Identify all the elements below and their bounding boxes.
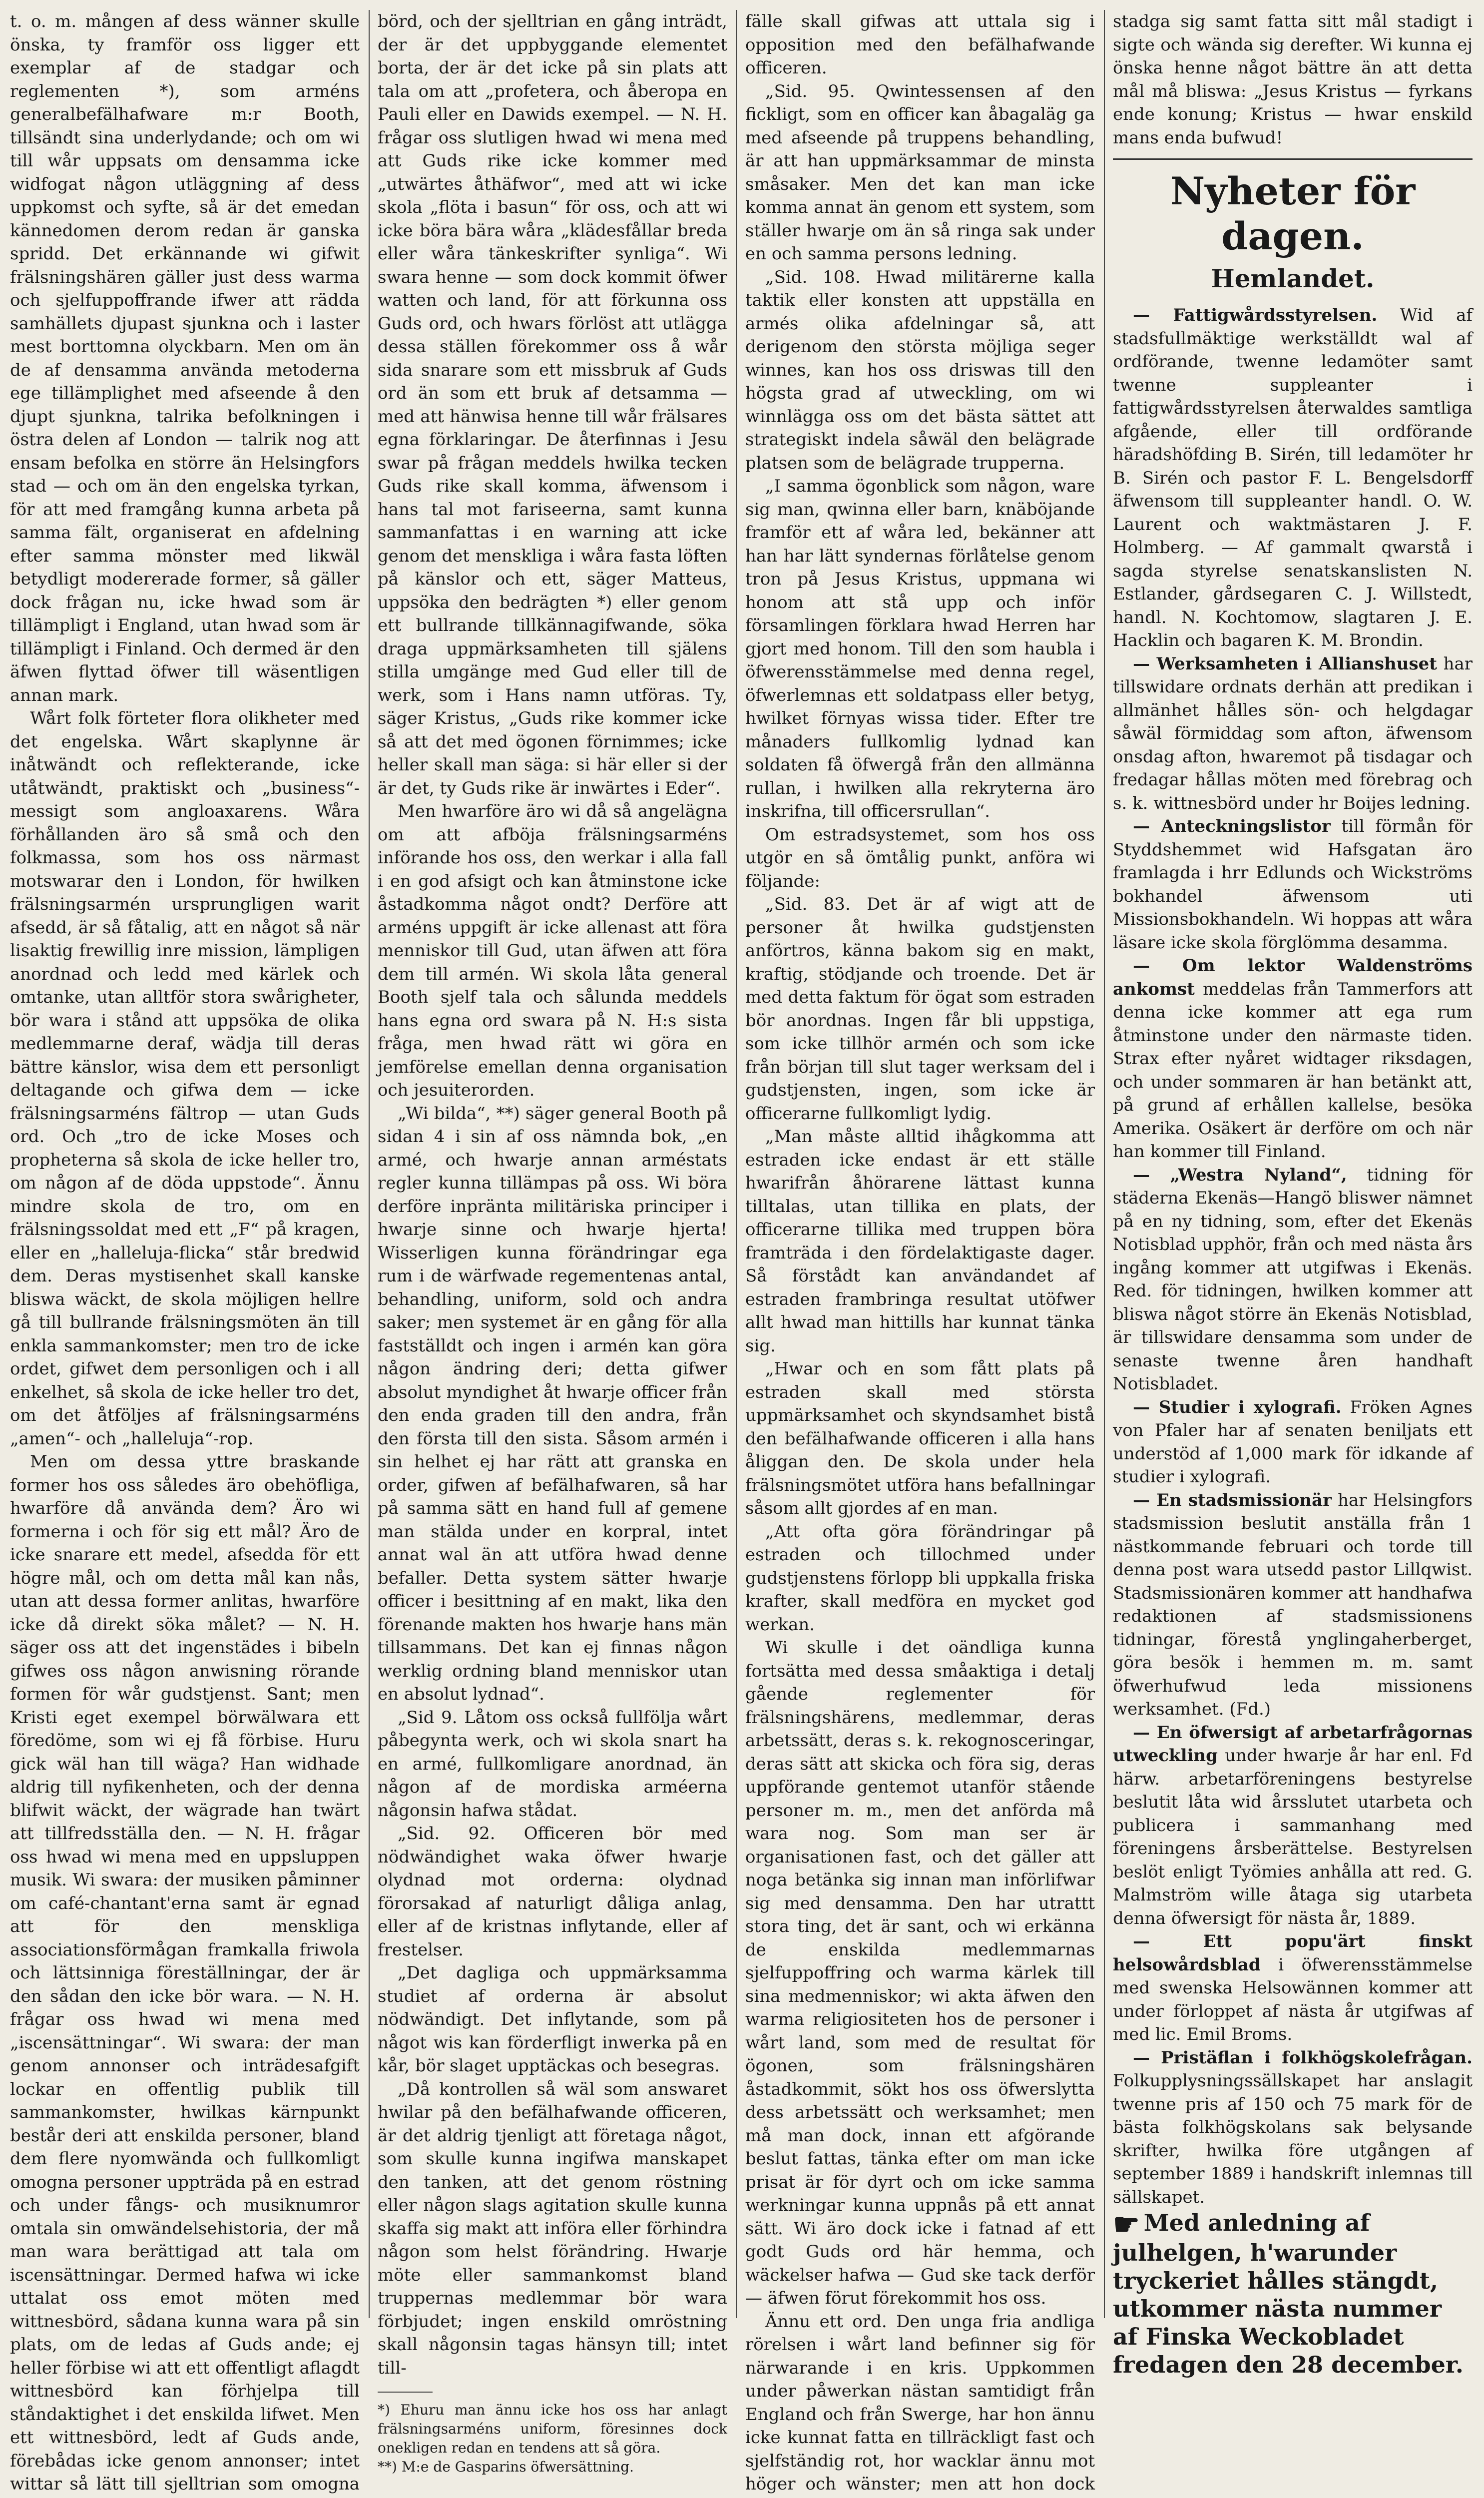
subsection-title: Hemlandet. bbox=[1113, 263, 1473, 295]
column-3-paragraph: fälle skall gifwas att uttala sig i opposition med den befälhafwande officeren. bbox=[745, 10, 1095, 80]
column-3-paragraph: „Sid. 108. Hwad militärerne kalla taktik eller konsten att uppställa en armés olika afdelningar så, att derigenom den största möjliga seger winnes, kan hos oss driswas till den högsta grad af utweckling, om wi winnlägga oss om det bästa sättet att strategiskt indela såwäl den belägrade platsen som de belägrade trupperna. bbox=[745, 266, 1095, 475]
news-item bbox=[1113, 1489, 1473, 1721]
news-item-title: — En stadsmissionär bbox=[1133, 1490, 1332, 1510]
column-divider bbox=[1104, 10, 1105, 2318]
news-item bbox=[1113, 815, 1473, 954]
column-2 bbox=[378, 10, 727, 2318]
news-item bbox=[1113, 1164, 1473, 1396]
news-item-body: har tillswidare ordnats derhän att predikan i allmänhet hålles sön- och helgdagar såwäl förmiddag som afton, äfwensom onsdag afton, hwaremot på tisdagar och fredagar hållas möten med förebrag och s. k. wittnesbörd under hr Boijes ledning. bbox=[1113, 654, 1473, 813]
column-1 bbox=[10, 10, 360, 2318]
section-rule bbox=[1113, 158, 1473, 160]
news-item-title: — Werksamheten i Allianshuset bbox=[1133, 654, 1437, 674]
news-item-body: tidning för städerna Ekenäs—Hangö bliswer nämnet på en ny tidning, som, efter det Ekenäs Notisblad upphör, från och med nästa års ingång kommer att utgifwas i Ekenäs. Red. för tidningen, hwilken kommer att bliswa något större än Ekenäs Notisblad, är tillswidare densamma som under de senaste twenne åren handhaft Notisbladet. bbox=[1113, 1165, 1473, 1394]
news-item bbox=[1113, 2046, 1473, 2209]
news-item bbox=[1113, 954, 1473, 1164]
column-2-paragraph: Men hwarföre äro wi då så angelägna om att afböja frälsningsarméns införande hos oss, den werkar i alla fall i en god afsigt och kan åtminstone icke åstadkomma något ondt? Derföre att arméns uppgift är icke allenast att föra menniskor till Gud, utan äfwen att föra dem till armén. Wi skola låta general Booth sjelf tala och sålunda meddels hans egna ord swara på N. H:s sista fråga, men hwad rätt wi göra en jemförelse emellan denna organisation och jesuiterorden. bbox=[378, 800, 727, 1102]
column-2-footnote: *) Ehuru man ännu icke hos oss har anlagt frälsningsarméns uniform, föresinnes dock onekligen redan en tendens att så göra. bbox=[378, 2401, 727, 2458]
column-divider bbox=[736, 10, 737, 2318]
column-4 bbox=[1113, 10, 1473, 2318]
column-3-paragraph: Wi skulle i det oändliga kunna fortsätta med dessa småaktiga i detalj gående reglementer för frälsningshärens, medlemmar, deras arbetssätt, deras s. k. rekognosceringar, deras sätt att skicka och föra sig, deras uppförande gentemot utanför stående personer m. m., men det anförda må wara nog. Som man ser är organisationen fast, och det gäller att noga betänka sig innan man införlifwar sig med densamma. Den har utrattt stora ting, det är sant, och wi erkänna de enskilda medlemmarnas sjelfuppoffring och warma kärlek till sina medmenniskor; wi akta äfwen den warma religiositeten hos de personer i wårt land, som med de resultat för ögonen, som frälsningshären åstadkommit, sökt hos oss öfwerslytta dess arbetssätt och werksamhet; men må man dock, innan ett afgörande beslut fattas, tänka efter om man icke prisat är för dyrt och om icke samma werkningar kunna uppnås på ett annat sätt. Wi äro dock icke i fatnad af ett godt Guds ord här hemma, och wäckelser hafwa — Gud ske tack derför — äfwen förut förekommit hos oss. bbox=[745, 1636, 1095, 2310]
news-item bbox=[1113, 304, 1473, 652]
column-2-paragraph: „Sid 9. Låtom oss också fullfölja wårt påbegynta werk, och wi skola snart ha en armé, fullkomligare anordnad, än någon af de mordiska arméerna någonsin hafwa stådat. bbox=[378, 1706, 727, 1823]
news-item-body: Wid af stadsfullmäktige werkställdt wal af ordförande, twenne ledamöter samt twenne suppleanter i fattigwårdsstyrelsen återwaldes samtliga afgående, eller till ordförande häradshöfding B. Sirén, till ledamöter hr B. Sirén och pastor F. L. Bengelsdorff äfwensom till suppleanter handl. O. W. Laurent och waktmästaren J. F. Holmberg. — Af gammalt qwarstå i sagda styrelse senatskanslisten N. Estlander, gårdsegaren C. J. Willstedt, handl. N. Kochtomow, slagtaren J. E. Hacklin och bagaren K. M. Brondin. bbox=[1113, 305, 1473, 650]
announcement-text: Med anledning af julhelgen, h'warunder tryckeriet hålles stängdt, utkommer nästa nummer af Finska Weckobladet fredagen den 28 december. bbox=[1113, 2209, 1464, 2378]
column-divider bbox=[369, 10, 370, 2318]
news-item-title: — Om lektor Waldenströms ankomst bbox=[1113, 956, 1473, 999]
news-item bbox=[1113, 652, 1473, 815]
column-2-paragraph: börd, och der sjelltrian en gång inträdt, der är det uppbyggande elementet borta, der är det icke på sin plats att tala om att „profetera, och åberopa en Pauli eller en Dawids exempel. — N. H. frågar oss slutligen hwad wi mena med att Guds rike icke kommer med „utwärtes åthäfwor“, med att wi icke skola „flöta i basun“ för oss, och att wi icke böra bära wåra „klädesfållar breda eller wåra tänkeskrifter synliga“. Wi swara henne — som dock kommit öfwer watten och land, för att förkunna oss Guds ord, och hwars förlöst att utlägga dessa ställen förekommer oss å wår sida snarare som ett missbruk af Guds ord än som ett bruk af detsamma — med att hänwisa henne till wår frälsares egna förklaringar. De återfinnas i Jesu swar på frågan meddels hwilka tecken Guds rike skall komma, äfwensom i hans tal mot fariseerna, samt kunna sammanfattas i en warning att icke genom det menskliga i wåra fasta löften på känslor och ett, säger Matteus, uppsöka den bedrägten *) eller genom ett bullrande tillkännagifwande, söka draga uppmärksamheten till själens stilla umgänge med Gud eller till de werk, som i Hans namn utföras. Ty, säger Kristus, „Guds rike kommer icke så att det med ögonen förnimmes; icke heller skall man säga: si här eller si der är det, ty Guds rike är inwärtes i Eder“. bbox=[378, 10, 727, 800]
news-item-title: — Fattigwårdsstyrelsen. bbox=[1133, 305, 1377, 325]
column-3-paragraph: Ännu ett ord. Den unga fria andliga rörelsen i wårt land befinner sig för närwarande i en kris. Uppkommen under påwerkan nästan samtidigt från England och från Swerge, har hon ännu icke kunnat fatta en tillräckligt fast och sjelfständig rot, hor wacklar ännu mot höger och wänster; men att hon dock bbox=[745, 2310, 1095, 2498]
news-item-title: — Anteckningslistor bbox=[1133, 816, 1331, 836]
news-item-body: Folkupplysningssällskapet har anslagit twenne pris af 150 och 75 mark för de bästa folkhögskolans sak belysande skrifter, hwilka före utgången af september 1889 i handskrift inlemnas till sällskapet. bbox=[1113, 2071, 1473, 2207]
news-item-body: har Helsingfors stadsmission beslutit anställa från 1 nästkommande februari och torde till denna post wara utsedd pastor Lillqwist. Stadsmissionären kommer att handhafwa redaktionen af stadsmissionens tidningar, förestå ynglingaherberget, göra besök i hemmen m. m. samt öfwerhufwud leda missionens werksamhet. (Fd.) bbox=[1113, 1490, 1473, 1720]
column-3-paragraph: „I samma ögonblick som någon, ware sig man, qwinna eller barn, knäböjande framför ett af wåra led, bekänner att han har lätt syndernas förlåtelse genom tron på Jesus Kristus, uppmana wi honom att stå upp och inför församlingen förklara hwad Herren har gjort med honom. Till den som haubla i öfwerensstämmelse med denna regel, öfwerlemnas ett soldatpass eller betyg, hwilket förnyas wissa tider. Efter tre månaders fullkomlig lydnad kan soldaten få öfwergå från den allmänna rullan, i hwilken alla rekryterna äro inskrifna, till officersrullan“. bbox=[745, 475, 1095, 823]
news-item-body: i öfwerensstämmelse med swenska Helsowännen kommer att under förloppet af nästa år utgifwas af med lic. Emil Broms. bbox=[1113, 1955, 1473, 2045]
news-item-body: under hwarje år har enl. Fd härw. arbetarföreningens bestyrelse beslutit låta wid årsslutet utarbeta och publicera i sammanhang med föreningens årsberättelse. Bestyrelsen beslöt enligt Työmies anhålla att red. G. Malmström wille åtaga sig utarbeta denna öfwersigt för nästa år, 1889. bbox=[1113, 1746, 1473, 1928]
column-3-paragraph: „Man måste alltid ihågkomma att estraden icke endast är ett ställe hwarifrån åhörarene lättast kunna tilltalas, utan tillika en plats, der officerarne tillika med truppen böra framträda i den fördelaktigaste dager. Så förstådt kan användandet af estraden frambringa resultat utöfwer allt hwad man hittills har kunnat tänka sig. bbox=[745, 1125, 1095, 1357]
footnote-rule bbox=[378, 2392, 433, 2393]
news-item-title: — „Westra Nyland“, bbox=[1133, 1165, 1347, 1185]
announcement bbox=[1113, 2209, 1473, 2379]
column-3-paragraph: „Sid. 83. Det är af wigt att de personer åt hwilka gudstjensten anförtros, känna bakom sig en makt, kraftig, stödjande och troende. Det är med detta faktum för ögat som estraden bör anordnas. Ingen får bli uppstiga, som icke tillhör armén och som icke från början till slut tager werksam del i gudstjensten, ingen, som icke är officerarne fullkomligt lydig. bbox=[745, 893, 1095, 1125]
column-2-paragraph: „Då kontrollen så wäl som answaret hwilar på den befälhafwande officeren, är det aldrig tjenligt att företaga något, som skulle kunna ingifwa manskapet den tanken, att det genom röstning eller någon slags agitation skulle kunna skaffa sig makt att införa eller förhindra någon som helst förändring. Hwarje möte eller sammankomst bland truppernas medlemmar bör wara förbjudet; ingen enskild omröstning skall någonsin tagas hänsyn till; intet till- bbox=[378, 2078, 727, 2380]
news-item-title: — Ett popu'ärt finskt helsowårdsblad bbox=[1113, 1931, 1473, 1975]
column-3 bbox=[745, 10, 1095, 2318]
column-2-paragraph: „Wi bilda“, **) säger general Booth på sidan 4 i sin af oss nämnda bok, „en armé, och hwarje annan arméstats regler kunna tillämpas på oss. Wi böra derföre inpränta militäriska principer i hwarje sinne och hwarje hjerta! Wisserligen kunna förändringar ega rum i de wärfwade regementenas antal, behandling, uniform, sold och andra saker; men systemet är en gång för alla fastställdt och ingen i armén kan göra någon ändring deri; detta gifwer absolut myndighet åt hwarje officer från den enda graden till den andra, från den första till den sista. Såsom armén i sin helhet ej har rätt att granska en order, gifwen af befälhafwaren, så har på samma sätt en hand full af gemene man stälda under en korpral, intet annat wal än att utföra hwad denne befaller. Detta system sätter hwarje officer i besittning af en makt, lika den förenande makten hos hwarje hans män tillsammans. Det kan ej finnas någon werklig ordning bland menniskor utan en absolut lydnad“. bbox=[378, 1102, 727, 1706]
news-item-title: — Pristäflan i folkhögskolefrågan. bbox=[1133, 2048, 1473, 2068]
column-2-paragraph: „Sid. 92. Officeren bör med nödwändighet waka öfwer hwarje olydnad mot orderna: olydnad förorsakad af naturligt dåliga anlag, eller af de kristnas inflytande, eller af frestelser. bbox=[378, 1822, 727, 1961]
column-3-paragraph: „Att ofta göra förändringar på estraden och tillochmed under gudstjenstens förlopp bli uppkalla friska krafter, skall medföra en mycket god werkan. bbox=[745, 1520, 1095, 1637]
news-item-title: — En öfwersigt af arbetarfrågornas utweckling bbox=[1113, 1723, 1473, 1766]
news-item bbox=[1113, 1396, 1473, 1489]
column-1-paragraph: Wårt folk förteter flora olikheter med det engelska. Wårt skaplynne är inåtwändt och reflekterande, icke utåtwändt, praktiskt och „business“-messigt som angloaxarens. Wåra förhållanden äro så små och den folkmassa, som hos oss närmast motswarar den i London, för hwilken frälsningsarmén ursprungligen warit afsedd, är så fåtalig, att en något så när lisaktig frewillig inre mission, lämpligen anordnad och ledd med kärlek och omtanke, utan alltför stora swårigheter, bör wara i stånd att uppsöka de olika medlemmarne deraf, wädja till deras bättre känslor, wisa dem ett personligt deltagande och gifwa dem — icke frälsningsarméns fältrop — utan Guds ord. Och „tro de icke Moses och propheterna så skola de icke heller tro, om någon af de döda uppstode“. Ännu mindre skola de tro, om en frälsningssoldat med ett „F“ på kragen, eller en „halleluja-flicka“ står bredwid dem. Deras mystisenhet skall kanske bliswa wäckt, de skola möjligen hellre gå till bullrande frälsningsmöten än till enkla sammankomster; men tro de icke ordet, gifwet dem personligen och i all enkelhet, så skola de icke heller tro det, om det åtföljes af frälsningsarméns „amen“- och „halleluja“-rop. bbox=[10, 707, 360, 1450]
column-1-paragraph: t. o. m. mången af dess wänner skulle önska, ty framför oss ligger ett exemplar af de stadgar och reglementen *), som arméns generalbefälhafware m:r Booth, tillsändt sina underlydande; och om wi till wår uppsats om densamma icke widfogat någon utläggning af dess uppkomst och syfte, så är det emedan kännedomen derom redan är ganska spridd. Det erkännande wi gifwit frälsningshären gäller just dess warma och sjelfuppoffrande ifwer att rädda samhällets djupast sjunkna och i laster mest borttomna olyckbarn. Men om än de af densamma använda metoderna ege tillämplighet med afseende å den djupt sjunkna, talrika befolkningen i östra delen af London — talrik nog att ensam befolka en större än Helsingfors stad — och om än den engelska tyrkan, för att med framgång kunna arbeta på samma fält, organiserat en afdelning efter samma mönster med likwäl betydligt modererade former, så gäller dock frågan nu, icke hwad som är tillämpligt i England, utan hwad som är tillämpligt i Finland. Och dermed är den äfwen flyttad öfwer till wäsentligen annan mark. bbox=[10, 10, 360, 707]
column-1-paragraph: Men om dessa yttre braskande former hos oss således äro obehöfliga, hwarföre då använda dem? Äro wi formerna i och för sig ett mål? Äro de icke snarare ett medel, afsedda för ett högre mål, och om detta mål kan nås, utan att dessa former anlitas, hwarföre icke då direkt söka målet? — N. H. säger oss att det ingenstädes i bibeln gifwes oss någon anwisning rörande formen för wår gudstjenst. Sant; men Kristi eget exempel börwälwara ett föredöme, som wi ej få förbise. Huru gick wäl han till wäga? Han widhade aldrig till nyfikenheten, och der denna blifwit wäckt, der wägrade han twärt att tillfredsställa den. — N. H. frågar oss hwad wi mena med en uppsluppen musik. Wi swara: der musiken påminner om café-chantant'erna samt är egnad att för den menskliga associationsförmågan framkalla friwola och lättsinniga föreställningar, der är den sådan den icke bör wara. — N. H. frågar oss hwad wi mena med „iscensättningar“. Wi swara: der man genom annonser och inträdesafgift lockar en offentlig publik till sammankomster, hwilkas kärnpunkt består deri att enskilda personer, bland dem flere nyomwända och fullkomligt omogna personer uppträda på en estrad och under fångs- och musiknumror omtala sin omwändelsehistoria, der må man wara berättigad att tala om iscensättningar. Dermed hafwa wi icke uttalat oss emot möten med wittnesbörd, sådana kunna wara på sin plats, om de ledas af Guds ande; ej heller förbise wi att ett offentligt aflagdt wittnesbörd kan förhjelpa till ståndaktighet i det enskilda lifwet. Men ett wittnesbörd, ledt af Guds ande, förebådas icke genom annonser; intet wittar så lätt till sjelltrian som omogna bbox=[10, 1450, 360, 2498]
column-2-paragraph: „Det dagliga och uppmärksamma studiet af orderna är absolut nödwändigt. Det inflytande, som på något wis kan förderfligt inwerka på en kår, bör slaget upptäckas och besegras. bbox=[378, 1961, 727, 2078]
section-title: Nyheter för dagen. bbox=[1113, 169, 1473, 259]
news-item-title: — Studier i xylografi. bbox=[1133, 1397, 1342, 1417]
column-4-intro: stadga sig samt fatta sitt mål stadigt i sigte och wända sig derefter. Wi kunna ej önska henne något bättre än att detta mål må bliswa: „Jesus Kristus — fyrkans ende konung; Kristus — hwar enskild mans enda bufwud! bbox=[1113, 10, 1473, 149]
column-2-footnote: **) M:e de Gasparins öfwersättning. bbox=[378, 2458, 727, 2477]
news-item-body: meddelas från Tammerfors att denna icke kommer att ega rum åtminstone under den närmaste tiden. Strax efter nyåret widtager riksdagen, och under sommaren är han betänkt att, på grund af erhållen kallelse, besöka Amerika. Osäkert är derföre om och när han kommer till Finland. bbox=[1113, 979, 1473, 1162]
column-3-paragraph: Om estradsystemet, som hos oss utgör en så ömtålig punkt, anföra wi följande: bbox=[745, 823, 1095, 893]
news-item bbox=[1113, 1930, 1473, 2046]
pointing-hand-icon: ☛ bbox=[1113, 2211, 1140, 2239]
news-item-body: Fröken Agnes von Pfaler har af senaten beniljats ett understöd af 1,000 mark för idkande af studier i xylografi. bbox=[1113, 1397, 1473, 1487]
news-item bbox=[1113, 1721, 1473, 1930]
column-3-paragraph: „Hwar och en som fått plats på estraden skall med största uppmärksamhet och skyndsamhet bistå den befälhafwande officeren i alla hans åliggan den. De skola under hela frälsningsmötet utföra hans befallningar såsom allt gjordes af en man. bbox=[745, 1357, 1095, 1520]
news-item-body: till förmån för Styddshemmet wid Hafsgatan äro framlagda i hrr Edlunds och Wickströms bokhandel äfwensom uti Missionsbokhandeln. Wi hoppas att wåra läsare icke skola förglömma desamma. bbox=[1113, 816, 1473, 953]
column-3-paragraph: „Sid. 95. Qwintessensen af den fickligt, som en officer kan åbagaläg ga med afseende på truppens behandling, är att han uppmärksammar de minsta småsaker. Men det kan man icke komma annat än genom ett system, som ställer hwarje om än så ringa sak under en och samma persons ledning. bbox=[745, 80, 1095, 266]
